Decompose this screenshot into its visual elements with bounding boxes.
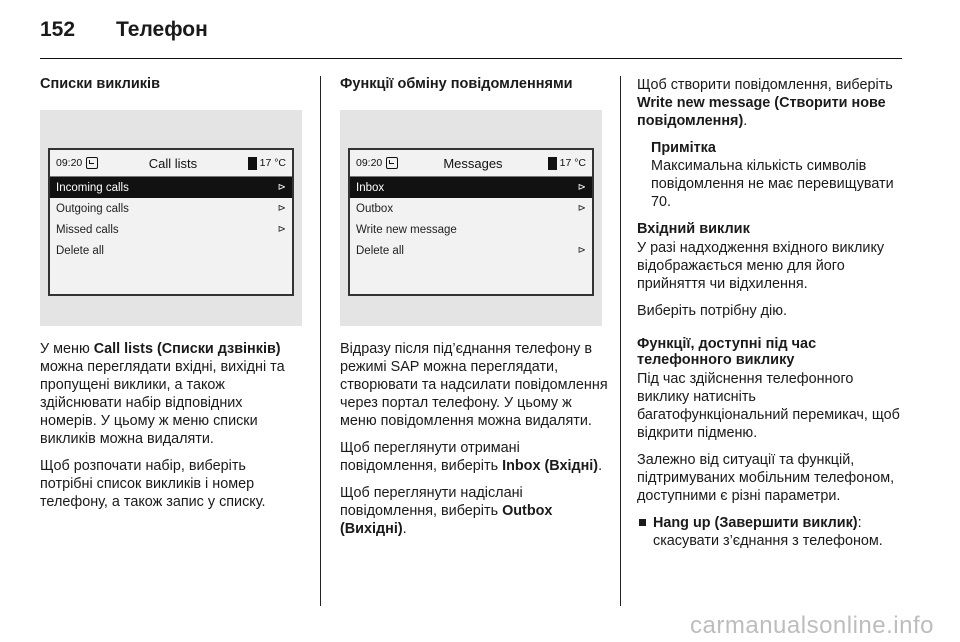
display-menu-item: Missed calls ⊳ [56,223,286,236]
display-menu-item: Outgoing calls ⊳ [56,202,286,215]
incoming-call-description: У разі надходження вхідного виклику відображається меню для його прийняття чи відхилення. [637,240,885,292]
section-title-messaging: Функції обміну повідомленнями [340,76,573,92]
display-menu-item: Outbox ⊳ [356,202,586,215]
outbox-instructions: Щоб переглянути надіслані повідомлення, виберіть Outbox (Вихідні). [340,485,553,537]
display-temperature: 17 °C [259,157,286,169]
call-functions-list [637,514,907,550]
display-status-bar [350,150,592,177]
arrow-right-icon: ⊳ [577,182,586,193]
messages-display [348,148,594,296]
display-title: Messages [443,155,503,171]
call-lists-dial-instructions: Щоб розпочати набір, виберіть потрібні список викликів і номер телефону, а також запис у списку. [40,458,266,510]
messaging-description: Відразу після під’єднання телефону в режимі SAP можна переглядати, створювати та надсилати повідомлення через портал телефону. У цьому ж меню повідомлення можна видаляти. [340,341,608,429]
note-title: Примітка [651,140,716,156]
section-title-call-functions: Функції, доступні під час телефонного виклику [637,336,817,368]
display-temperature: 17 °C [559,157,586,169]
display-menu-item: Delete all [56,244,104,257]
note-block [637,139,907,211]
arrow-right-icon: ⊳ [277,203,286,214]
header-divider [40,58,902,59]
write-message-instructions: Щоб створити повідомлення, виберіть Write new message (Створити нове повідомлення). [637,77,893,129]
column-messaging [340,76,608,547]
display-menu-item: Write new message [356,223,457,236]
watermark: carmanualsonline.info [690,612,934,639]
check-icon [86,157,98,169]
call-lists-display [48,148,294,296]
messages-screen-image [340,110,602,326]
call-functions-options: Залежно від ситуації та функцій, підтримуваних мобільним телефоном, доступними є різні параметри. [637,452,895,504]
arrow-right-icon: ⊳ [277,182,286,193]
display-time: 09:20 [356,157,383,169]
display-status-bar [50,150,292,177]
arrow-right-icon: ⊳ [277,224,286,235]
check-icon [386,157,398,169]
phone-icon [548,157,557,170]
display-title: Call lists [148,155,198,171]
phone-icon [248,157,257,170]
column-divider-1 [320,76,321,606]
display-time: 09:20 [56,157,83,169]
arrow-right-icon: ⊳ [577,245,586,256]
note-text: Максимальна кількість символів повідомлення не має перевищувати 70. [651,158,894,210]
incoming-call-action: Виберіть потрібну дію. [637,303,788,319]
call-functions-description: Під час здійснення телефонного виклику натисніть багатофункціональний перемикач, щоб відкрити підменю. [637,371,900,441]
inbox-instructions: Щоб переглянути отримані повідомлення, виберіть Inbox (Вхідні). [340,440,603,474]
call-lists-description: У меню Call lists (Списки дзвінків) можна переглядати вхідні, вихідні та пропущені виклики, а також здійснювати набір відповідних номерів. У цьому ж меню списки викликів можна видаляти. [40,341,285,447]
column-incoming-call [637,76,907,550]
list-item-hang-up: Hang up (Завершити виклик): скасувати з’єднання з телефоном. [637,514,907,550]
page-title: Телефон [116,18,208,41]
column-divider-2 [620,76,621,606]
display-menu-item: Delete all ⊳ [356,244,586,257]
call-lists-screen-image [40,110,302,326]
display-menu-item: Incoming calls ⊳ [50,177,292,198]
page-number: 152 [40,18,76,41]
section-title-call-lists: Списки викликів [40,76,160,92]
display-menu-item: Inbox ⊳ [350,177,592,198]
page-header [40,18,208,48]
section-title-incoming-call: Вхідний виклик [637,221,750,237]
arrow-right-icon: ⊳ [577,203,586,214]
column-call-lists [40,76,302,520]
